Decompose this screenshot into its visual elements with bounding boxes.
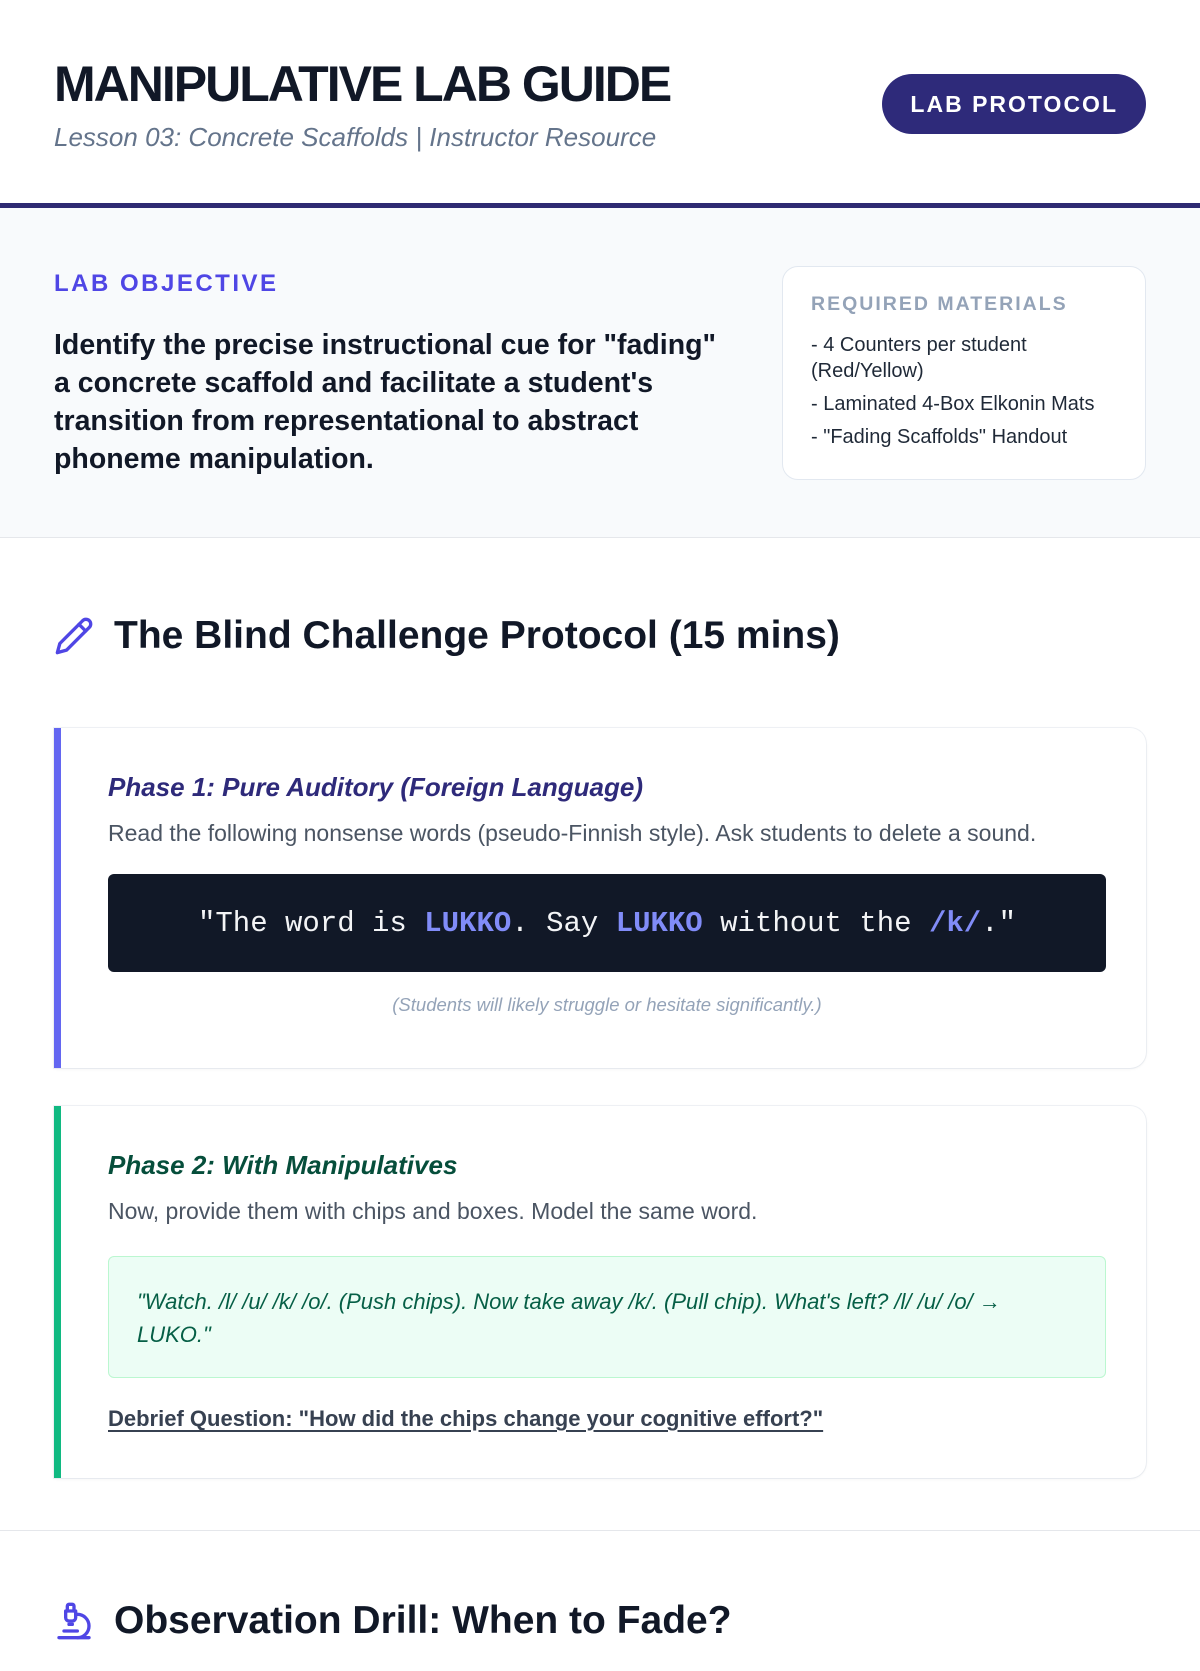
protocol-heading: [54, 586, 1146, 686]
section-divider: [0, 1530, 1200, 1531]
materials-item: - "Fading Scaffolds" Handout: [811, 426, 1068, 448]
phase-1-note: (Students will likely struggle or hesitate significantly.): [392, 994, 822, 1015]
script-text: without the: [702, 906, 929, 940]
script-text: . Say: [511, 906, 616, 940]
materials-label: REQUIRED MATERIALS: [811, 293, 1068, 315]
materials-list: [811, 332, 1117, 450]
page-title: MANIPULATIVE LAB GUIDE: [54, 56, 671, 112]
objective-text: Identify the precise instructional cue for "fading" a concrete scaffold and facilitate a student's transition from representational to abstract phoneme manipulation.: [54, 329, 717, 475]
phase-1-description: Read the following nonsense words (pseudo-Finnish style). Ask students to delete a sound.: [108, 820, 1037, 846]
protocol-title: The Blind Challenge Protocol (15 mins): [114, 614, 840, 657]
script-highlight: /k/: [928, 906, 982, 940]
phase-2-title: Phase 2: With Manipulatives: [108, 1150, 458, 1180]
materials-item: - 4 Counters per student (Red/Yellow): [811, 334, 1027, 382]
phase-2-card: [54, 1106, 1146, 1478]
script-highlight: LUKKO: [424, 906, 512, 940]
materials-item: - Laminated 4-Box Elkonin Mats: [811, 393, 1095, 415]
drill-heading: [54, 1571, 1146, 1671]
script-highlight: LUKKO: [615, 906, 703, 940]
drill-section: [0, 1571, 1200, 1671]
page-header: [0, 0, 1200, 208]
objective-band: [0, 208, 1200, 538]
protocol-section: [0, 586, 1200, 1478]
phase-2-model-quote: "Watch. /l/ /u/ /k/ /o/. (Push chips). Now take away /k/. (Pull chip). What's left? /l/ /u/ /o/ → LUKO.": [108, 1256, 1106, 1378]
microscope-icon: [54, 1601, 94, 1641]
objective-label: LAB OBJECTIVE: [54, 270, 279, 297]
phase-1-title: Phase 1: Pure Auditory (Foreign Language): [108, 772, 643, 802]
pencil-icon: [54, 616, 94, 656]
drill-title: Observation Drill: When to Fade?: [114, 1599, 732, 1642]
lab-protocol-badge: LAB PROTOCOL: [882, 74, 1146, 134]
phase-1-card: [54, 728, 1146, 1068]
materials-card: [782, 266, 1146, 480]
debrief-question: Debrief Question: "How did the chips change your cognitive effort?": [108, 1406, 824, 1431]
phase-2-description: Now, provide them with chips and boxes. Model the same word.: [108, 1198, 758, 1224]
script-text: "The word is: [198, 906, 425, 940]
phase-1-script: [108, 874, 1106, 972]
page-subtitle: Lesson 03: Concrete Scaffolds | Instructor Resource: [54, 122, 657, 152]
script-text: .": [981, 906, 1016, 940]
